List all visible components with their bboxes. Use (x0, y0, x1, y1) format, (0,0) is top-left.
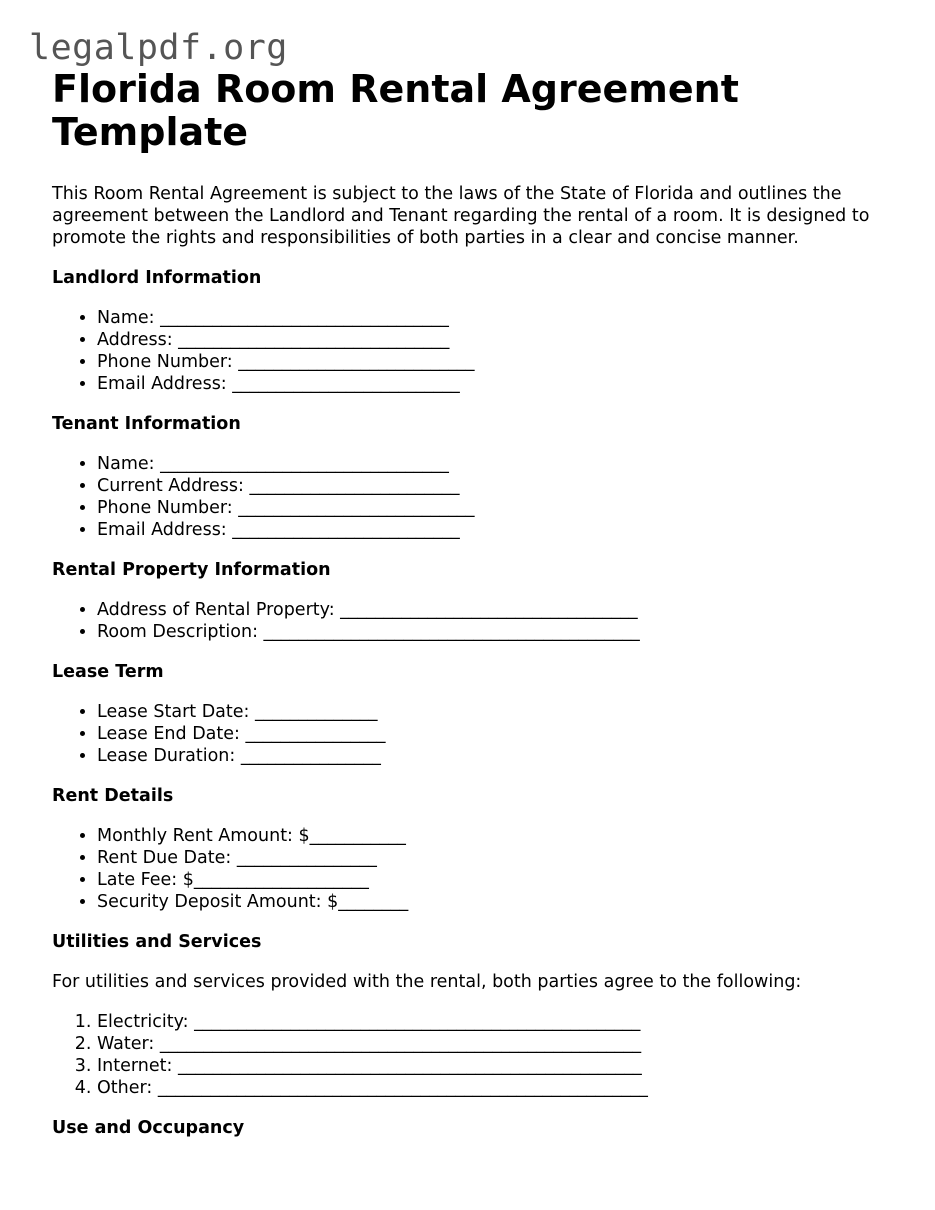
rent-heading: Rent Details (52, 786, 174, 806)
list-item: • Late Fee: $____________________ (97, 869, 892, 891)
list-item: 4. Other: ________________________________________________________ (97, 1077, 892, 1099)
utilities-heading: Utilities and Services (52, 932, 262, 952)
list-item: • Email Address: __________________________ (97, 519, 892, 541)
landlord-list (52, 307, 892, 395)
landlord-heading: Landlord Information (52, 268, 262, 288)
document-page (52, 68, 892, 1139)
utilities-intro: For utilities and services provided with the rental, both parties agree to the following: (52, 972, 802, 992)
list-item: 1. Electricity: ___________________________________________________ (97, 1011, 892, 1033)
lease-list (52, 701, 892, 767)
list-item: • Address: _______________________________ (97, 329, 892, 351)
list-item: • Name: _________________________________ (97, 307, 892, 329)
list-item: • Room Description: ___________________________________________ (97, 621, 892, 643)
list-item: 2. Water: _______________________________________________________ (97, 1033, 892, 1055)
property-heading: Rental Property Information (52, 560, 331, 580)
rent-list (52, 825, 892, 913)
list-item: 3. Internet: _____________________________________________________ (97, 1055, 892, 1077)
list-item: • Phone Number: ___________________________ (97, 351, 892, 373)
property-list (52, 599, 892, 643)
intro-paragraph: This Room Rental Agreement is subject to the laws of the State of Florida and outlines the agreement between the Landlord and Tenant regarding the rental of a room. It is designed to promote the rights and responsibilities of both parties in a clear and concise manner. (52, 184, 870, 248)
list-item: • Lease End Date: ________________ (97, 723, 892, 745)
list-item: • Rent Due Date: ________________ (97, 847, 892, 869)
page-title: Florida Room Rental Agreement Template (52, 67, 739, 154)
list-item: • Current Address: ________________________ (97, 475, 892, 497)
utilities-list (52, 1011, 892, 1099)
watermark-logo: legalpdf.org (29, 28, 288, 68)
list-item: • Phone Number: ___________________________ (97, 497, 892, 519)
list-item: • Security Deposit Amount: $________ (97, 891, 892, 913)
list-item: • Monthly Rent Amount: $___________ (97, 825, 892, 847)
list-item: • Address of Rental Property: __________________________________ (97, 599, 892, 621)
lease-heading: Lease Term (52, 662, 164, 682)
tenant-heading: Tenant Information (52, 414, 241, 434)
list-item: • Name: _________________________________ (97, 453, 892, 475)
list-item: • Lease Duration: ________________ (97, 745, 892, 767)
list-item: • Lease Start Date: ______________ (97, 701, 892, 723)
tenant-list (52, 453, 892, 541)
use-heading: Use and Occupancy (52, 1118, 245, 1138)
list-item: • Email Address: __________________________ (97, 373, 892, 395)
